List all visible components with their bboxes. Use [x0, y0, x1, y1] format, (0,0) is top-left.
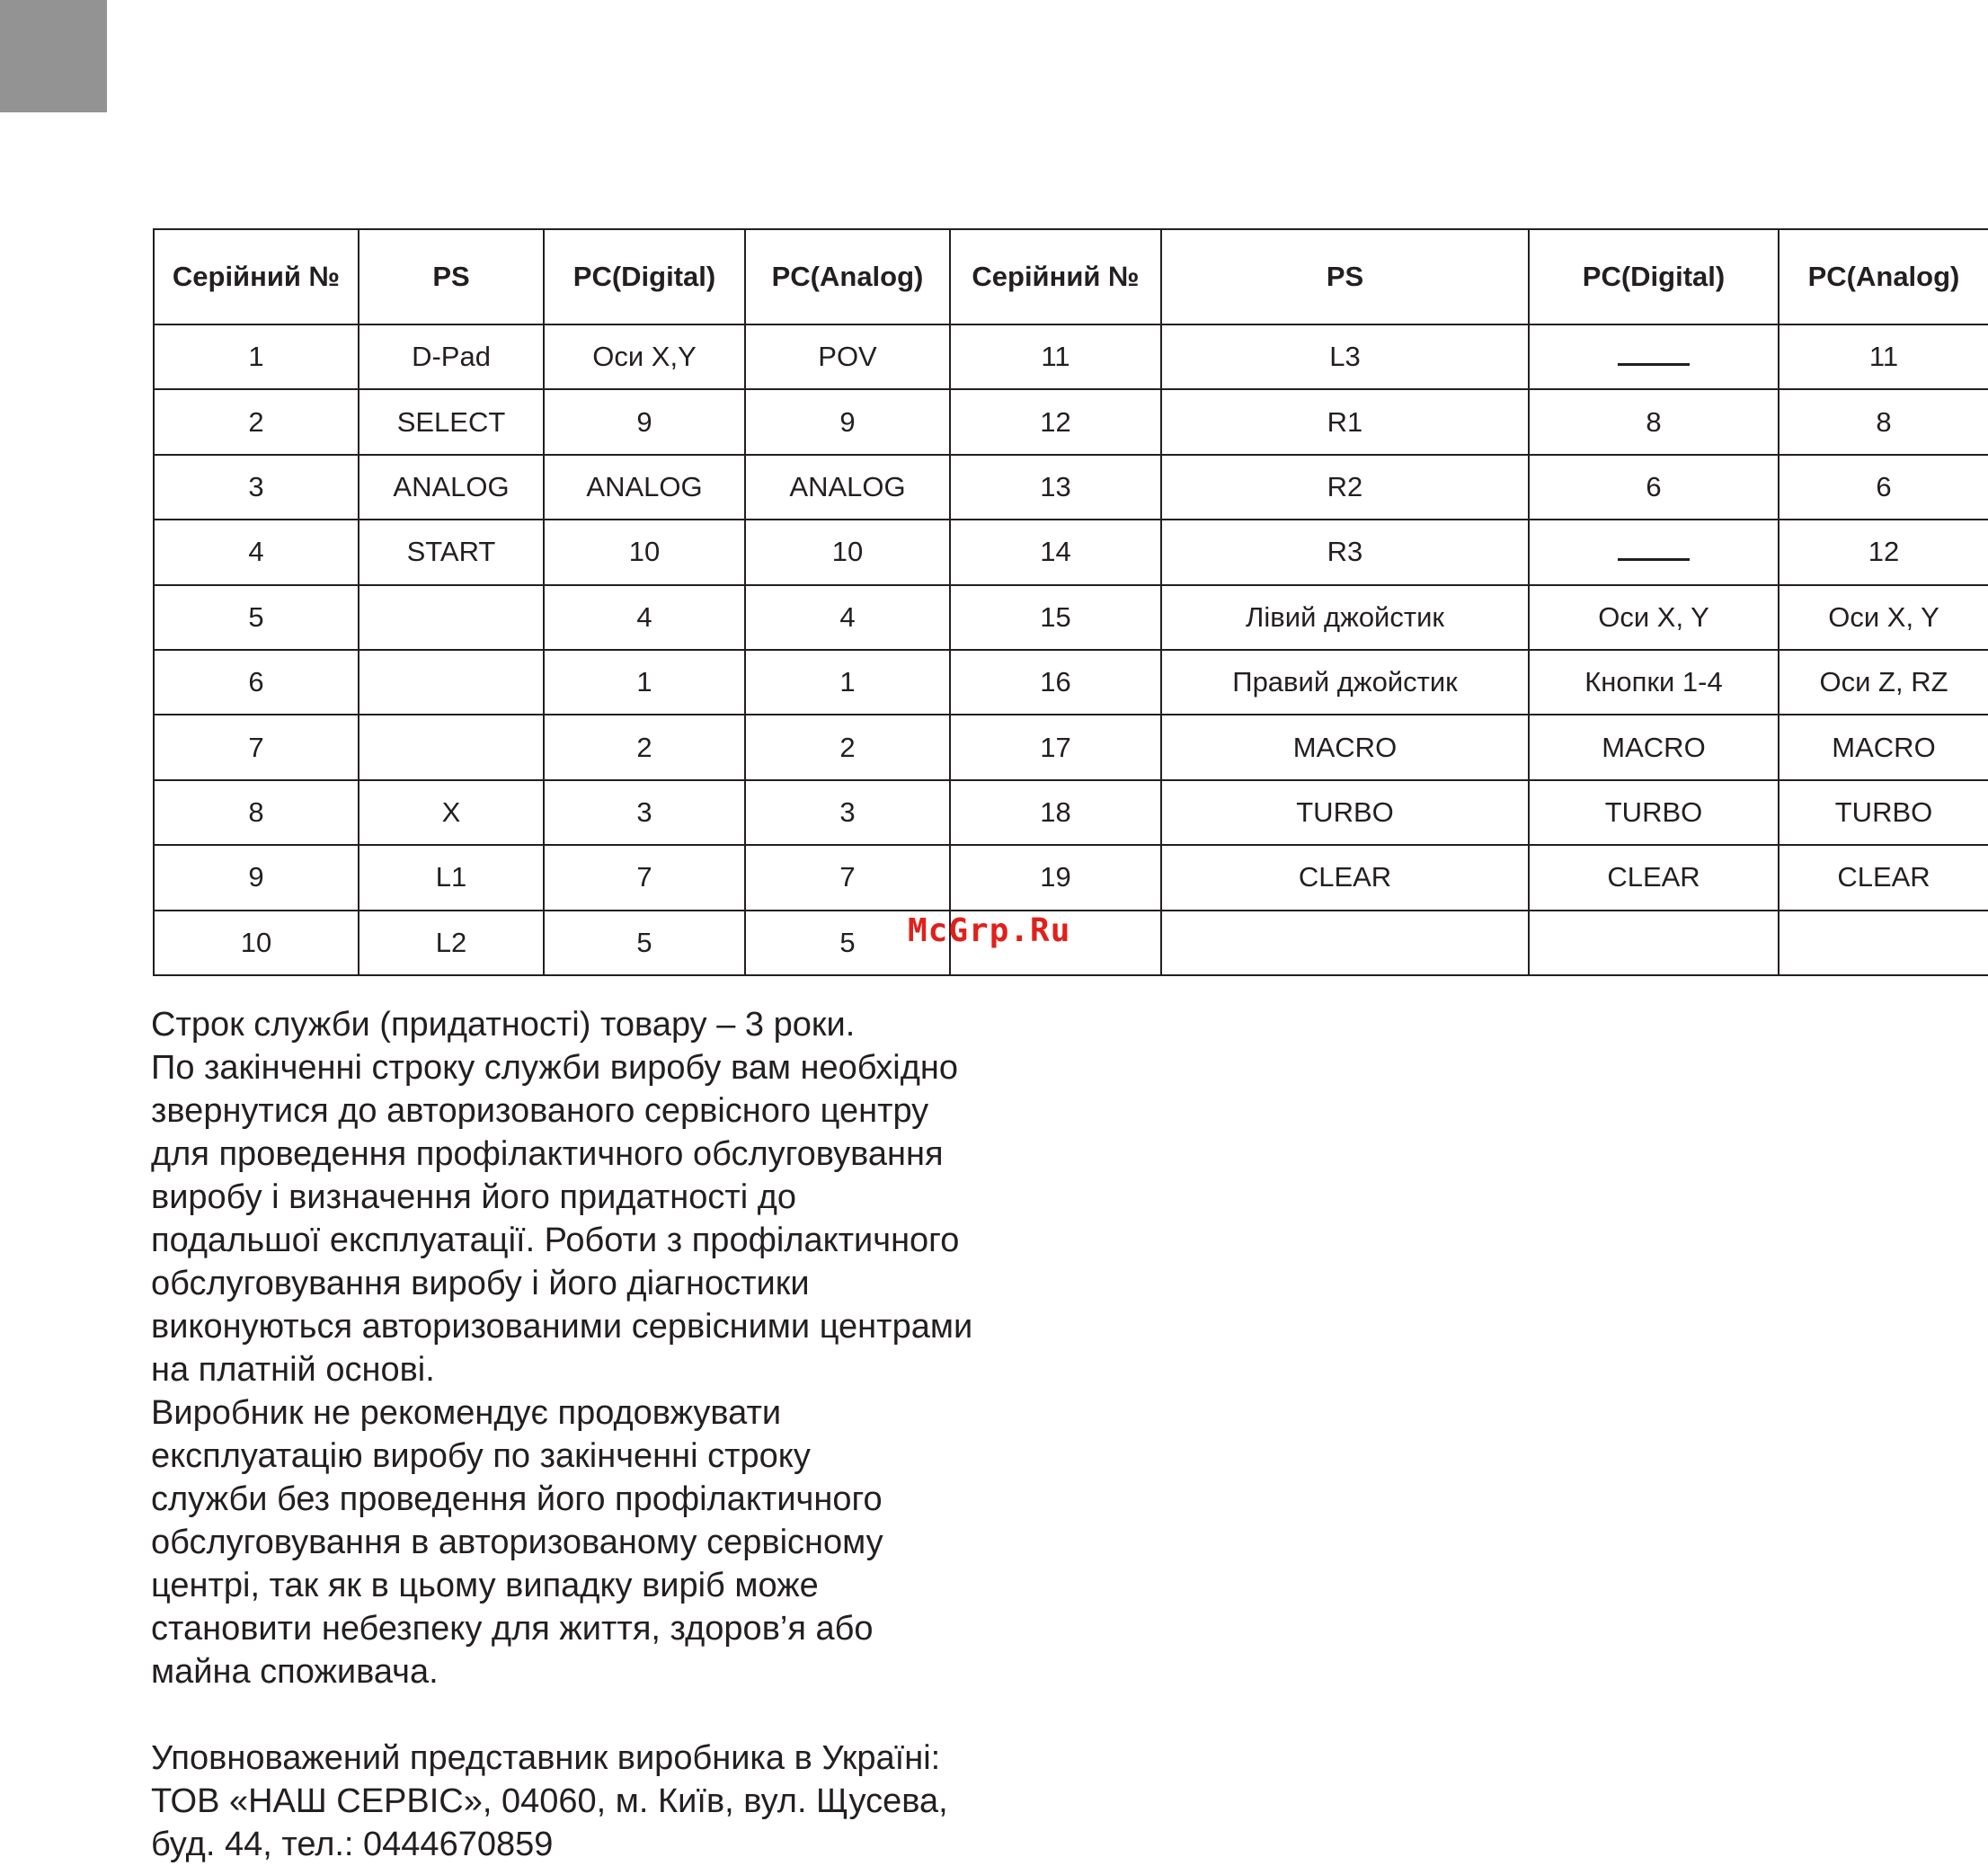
button-mapping-table — [153, 228, 1988, 976]
table-cell: ANALOG — [359, 455, 544, 520]
table-cell: 4 — [745, 585, 950, 650]
table-cell: START — [359, 520, 544, 584]
table-cell: POV — [745, 324, 950, 389]
table-cell: TURBO — [1161, 780, 1529, 845]
table-cell: TURBO — [1529, 780, 1779, 845]
table-row — [154, 585, 1988, 650]
table-cell — [1779, 911, 1988, 975]
table-cell: 8 — [1779, 389, 1988, 454]
table-cell: Оси X, Y — [1529, 585, 1779, 650]
table-cell: 8 — [154, 780, 359, 845]
table-cell: 4 — [154, 520, 359, 584]
table-cell: Оси X, Y — [1779, 585, 1988, 650]
table-cell: L1 — [359, 845, 544, 910]
table-cell: 16 — [950, 650, 1161, 715]
table-cell — [1529, 324, 1779, 389]
header-pc-digital: PC(Digital) — [544, 229, 745, 324]
representative-text: Уповноважений представник виробника в Україні: ТОВ «НАШ СЕРВІС», 04060, м. Київ, вул. Щусева, буд. 44, тел.: 0444670859 — [151, 1739, 948, 1863]
table-cell: Лівий джойстик — [1161, 585, 1529, 650]
table-cell: 3 — [745, 780, 950, 845]
table-cell — [359, 715, 544, 779]
table-cell: R1 — [1161, 389, 1529, 454]
header-ps: PS — [359, 229, 544, 324]
table-cell: Оси X,Y — [544, 324, 745, 389]
header-ps: PS — [1161, 229, 1529, 324]
table-cell: MACRO — [1529, 715, 1779, 779]
table-cell: ANALOG — [745, 455, 950, 520]
table-cell: 7 — [745, 845, 950, 910]
header-pc-analog: PC(Analog) — [745, 229, 950, 324]
table-cell — [359, 585, 544, 650]
table-cell: 9 — [154, 845, 359, 910]
table-cell: 15 — [950, 585, 1161, 650]
corner-tab — [0, 0, 107, 112]
table-header-row — [154, 229, 1988, 324]
table-cell: 7 — [154, 715, 359, 779]
table-cell: 10 — [154, 911, 359, 975]
table-cell: 10 — [544, 520, 745, 584]
table-cell: 3 — [544, 780, 745, 845]
table-cell: 9 — [745, 389, 950, 454]
table-cell: 1 — [745, 650, 950, 715]
table-cell: 2 — [154, 389, 359, 454]
table-cell: ANALOG — [544, 455, 745, 520]
header-pc-digital: PC(Digital) — [1529, 229, 1779, 324]
table-cell — [1529, 911, 1779, 975]
table-cell: 12 — [1779, 520, 1988, 584]
table-cell: Кнопки 1-4 — [1529, 650, 1779, 715]
header-serial: Серійний № — [154, 229, 359, 324]
table-cell: 3 — [154, 455, 359, 520]
table-cell: TURBO — [1779, 780, 1988, 845]
table-cell: MACRO — [1161, 715, 1529, 779]
blank-line — [1618, 540, 1690, 561]
table-row — [154, 780, 1988, 845]
blank-line — [1618, 345, 1690, 366]
table-cell: 11 — [950, 324, 1161, 389]
table-cell: 5 — [544, 911, 745, 975]
table-row — [154, 911, 1988, 975]
table-row — [154, 520, 1988, 584]
table-cell: 8 — [1529, 389, 1779, 454]
table-cell: 14 — [950, 520, 1161, 584]
table-cell: 13 — [950, 455, 1161, 520]
table-cell: 6 — [1779, 455, 1988, 520]
header-pc-analog: PC(Analog) — [1779, 229, 1988, 324]
table-cell: 1 — [544, 650, 745, 715]
watermark: McGrp.Ru — [908, 912, 1071, 949]
table-cell: 9 — [544, 389, 745, 454]
table-cell: 10 — [745, 520, 950, 584]
table-cell: Оси Z, RZ — [1779, 650, 1988, 715]
table-cell: 2 — [745, 715, 950, 779]
table-cell: L2 — [359, 911, 544, 975]
table-cell: CLEAR — [1529, 845, 1779, 910]
table-row — [154, 650, 1988, 715]
table-cell: 7 — [544, 845, 745, 910]
table-row — [154, 324, 1988, 389]
table-cell: CLEAR — [1161, 845, 1529, 910]
table-cell: 19 — [950, 845, 1161, 910]
table-cell: D-Pad — [359, 324, 544, 389]
table-cell: MACRO — [1779, 715, 1988, 779]
table-cell: Правий джойстик — [1161, 650, 1529, 715]
table-cell: 5 — [154, 585, 359, 650]
table-cell: 6 — [154, 650, 359, 715]
table-cell — [1529, 520, 1779, 584]
table-cell: R2 — [1161, 455, 1529, 520]
table-cell — [1161, 911, 1529, 975]
table-cell: 1 — [154, 324, 359, 389]
table-row — [154, 455, 1988, 520]
table-cell: R3 — [1161, 520, 1529, 584]
table-cell: 4 — [544, 585, 745, 650]
table-cell: 18 — [950, 780, 1161, 845]
table-cell: 5 — [745, 911, 950, 975]
table-cell: 11 — [1779, 324, 1988, 389]
table-row — [154, 845, 1988, 910]
table-row — [154, 389, 1988, 454]
table-cell: CLEAR — [1779, 845, 1988, 910]
table-cell: 2 — [544, 715, 745, 779]
table-cell: 6 — [1529, 455, 1779, 520]
table-cell: SELECT — [359, 389, 544, 454]
table-cell — [359, 650, 544, 715]
table-row — [154, 715, 1988, 779]
table-cell: 12 — [950, 389, 1161, 454]
table-cell: X — [359, 780, 544, 845]
header-serial: Серійний № — [950, 229, 1161, 324]
table-cell: 17 — [950, 715, 1161, 779]
table-cell: L3 — [1161, 324, 1529, 389]
service-life-text: Строк служби (придатності) товару – 3 роки. По закінченні строку служби виробу вам необхідно звернутися до авторизованого сервісного центру для проведення профілактичного обслуговування виробу і визначення його придатності до подальшої експлуатації. Роботи з профілактичного обслуговування виробу і його діагностики виконуються авторизованими сервісними центрами на платній основі. Виробник не рекомендує продовжувати експлуатацію виробу по закінченні строку служби без проведення його профілактичного обслуговування в авторизованому сервісному центрі, так як в цьому випадку виріб може становити небезпеку для життя, здоров’я або майна споживача. — [151, 1006, 973, 1691]
